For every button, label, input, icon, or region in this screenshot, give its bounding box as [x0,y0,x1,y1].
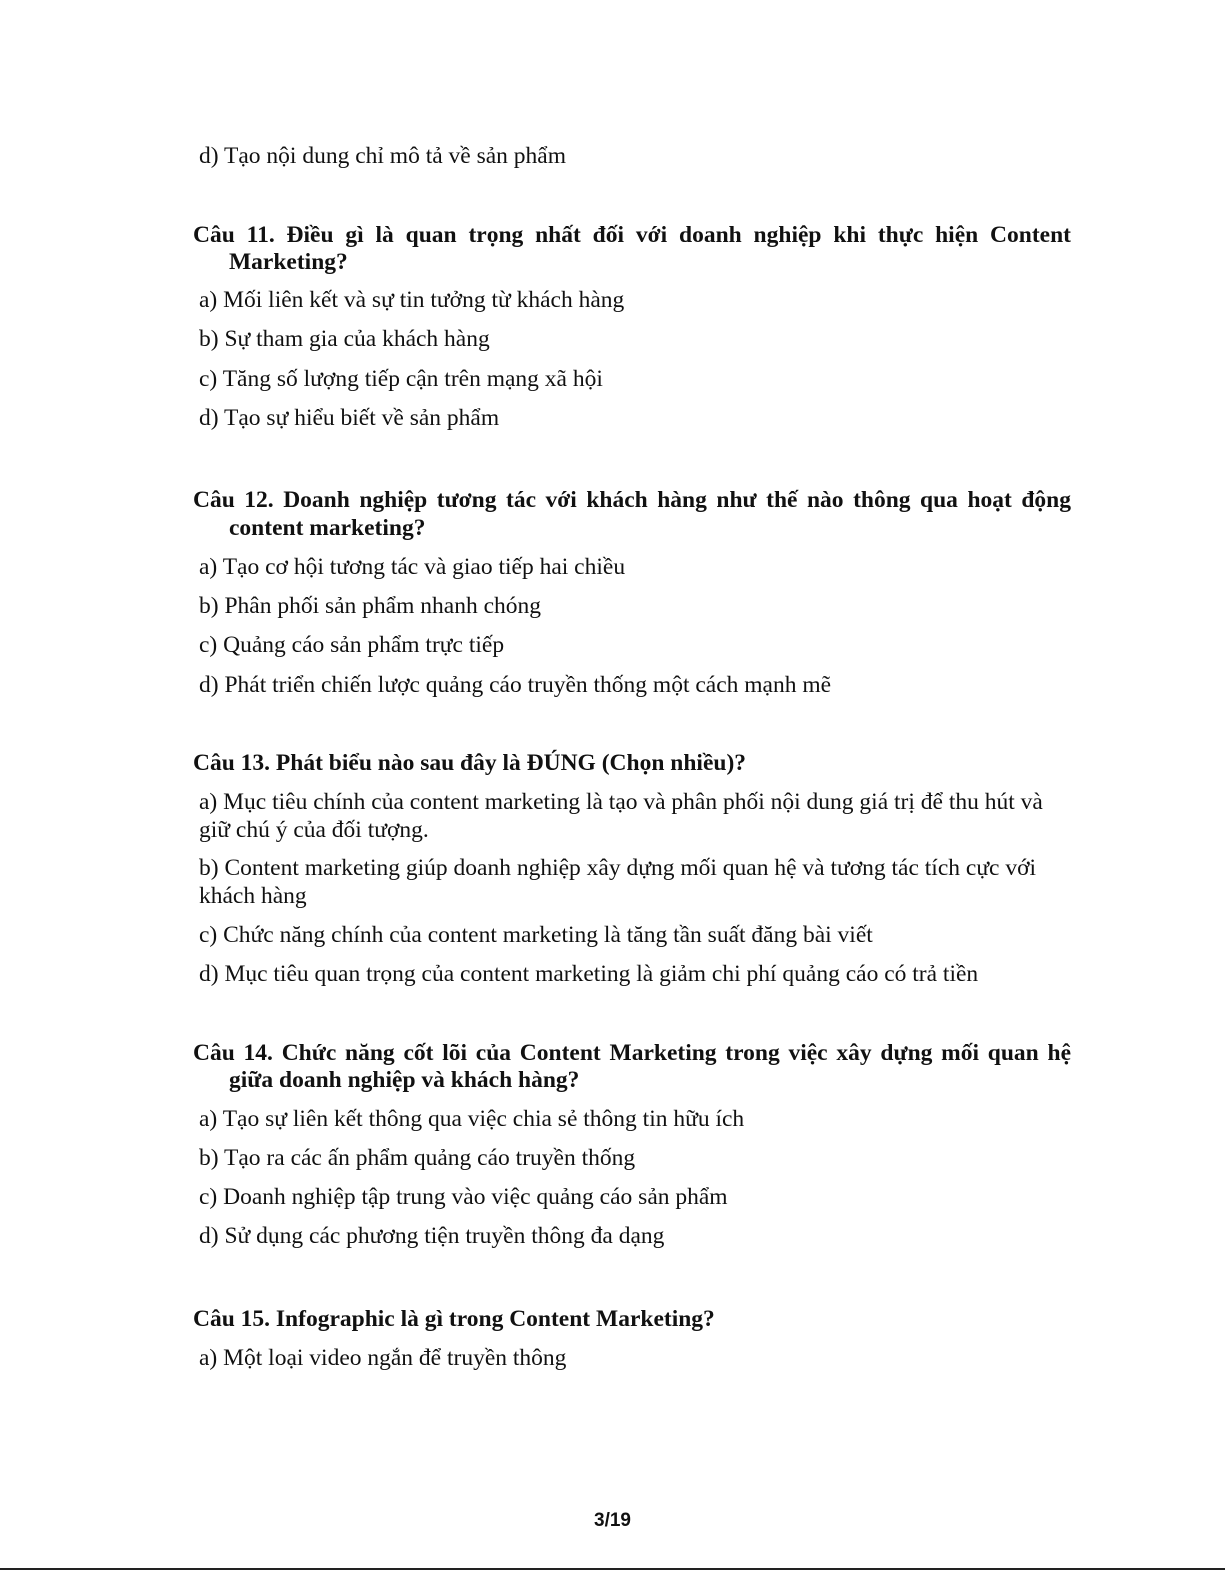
question-14-option-c: c) Doanh nghiệp tập trung vào việc quảng cáo sản phẩm [199,1184,728,1210]
question-14-title: Câu 14. Chức năng cốt lõi của Content Marketing trong việc xây dựng mối quan hệ [193,1040,1071,1066]
bottom-divider [0,1568,1225,1570]
question-13-title: Câu 13. Phát biểu nào sau đây là ĐÚNG (Chọn nhiều)? [193,750,747,776]
question-14-option-a: a) Tạo sự liên kết thông qua việc chia sẻ thông tin hữu ích [199,1106,745,1132]
question-11-title: Câu 11. Điều gì là quan trọng nhất đối với doanh nghiệp khi thực hiện Content [193,222,1071,248]
question-12-option-d: d) Phát triển chiến lược quảng cáo truyền thống một cách mạnh mẽ [199,672,832,698]
option-line: d) Tạo nội dung chỉ mô tả về sản phẩm [199,143,567,169]
question-12-option-c: c) Quảng cáo sản phẩm trực tiếp [199,632,505,658]
question-15-title: Câu 15. Infographic là gì trong Content Marketing? [193,1306,715,1332]
question-13-option-c: c) Chức năng chính của content marketing là tăng tần suất đăng bài viết [199,922,873,948]
question-12-option-a: a) Tạo cơ hội tương tác và giao tiếp hai chiều [199,554,626,580]
question-13-option-b: b) Content marketing giúp doanh nghiệp xây dựng mối quan hệ và tương tác tích cực với khách hàng [199,855,1037,909]
question-11-option-b: b) Sự tham gia của khách hàng [199,326,490,352]
question-14-option-b: b) Tạo ra các ấn phẩm quảng cáo truyền thống [199,1145,636,1171]
question-14-option-d: d) Sử dụng các phương tiện truyền thông đa dạng [199,1223,665,1249]
question-12-title: Câu 12. Doanh nghiệp tương tác với khách hàng như thế nào thông qua hoạt động [193,487,1071,513]
question-12-option-b: b) Phân phối sản phẩm nhanh chóng [199,593,542,619]
question-12-title-cont: content marketing? [229,515,426,541]
question-15-option-a: a) Một loại video ngắn để truyền thông [199,1345,567,1371]
question-11-option-d: d) Tạo sự hiểu biết về sản phẩm [199,405,500,431]
question-11-title-cont: Marketing? [229,249,348,275]
question-13-option-d: d) Mục tiêu quan trọng của content marketing là giảm chi phí quảng cáo có trả tiền [199,961,979,987]
page-number: 3/19 [594,1510,631,1531]
question-11-option-a: a) Mối liên kết và sự tin tưởng từ khách hàng [199,287,625,313]
question-14-title-cont: giữa doanh nghiệp và khách hàng? [229,1067,580,1093]
question-11-option-c: c) Tăng số lượng tiếp cận trên mạng xã hội [199,366,603,392]
question-13-option-a: a) Mục tiêu chính của content marketing là tạo và phân phối nội dung giá trị để thu hút và giữ chú ý của đối tượng. [199,789,1043,843]
